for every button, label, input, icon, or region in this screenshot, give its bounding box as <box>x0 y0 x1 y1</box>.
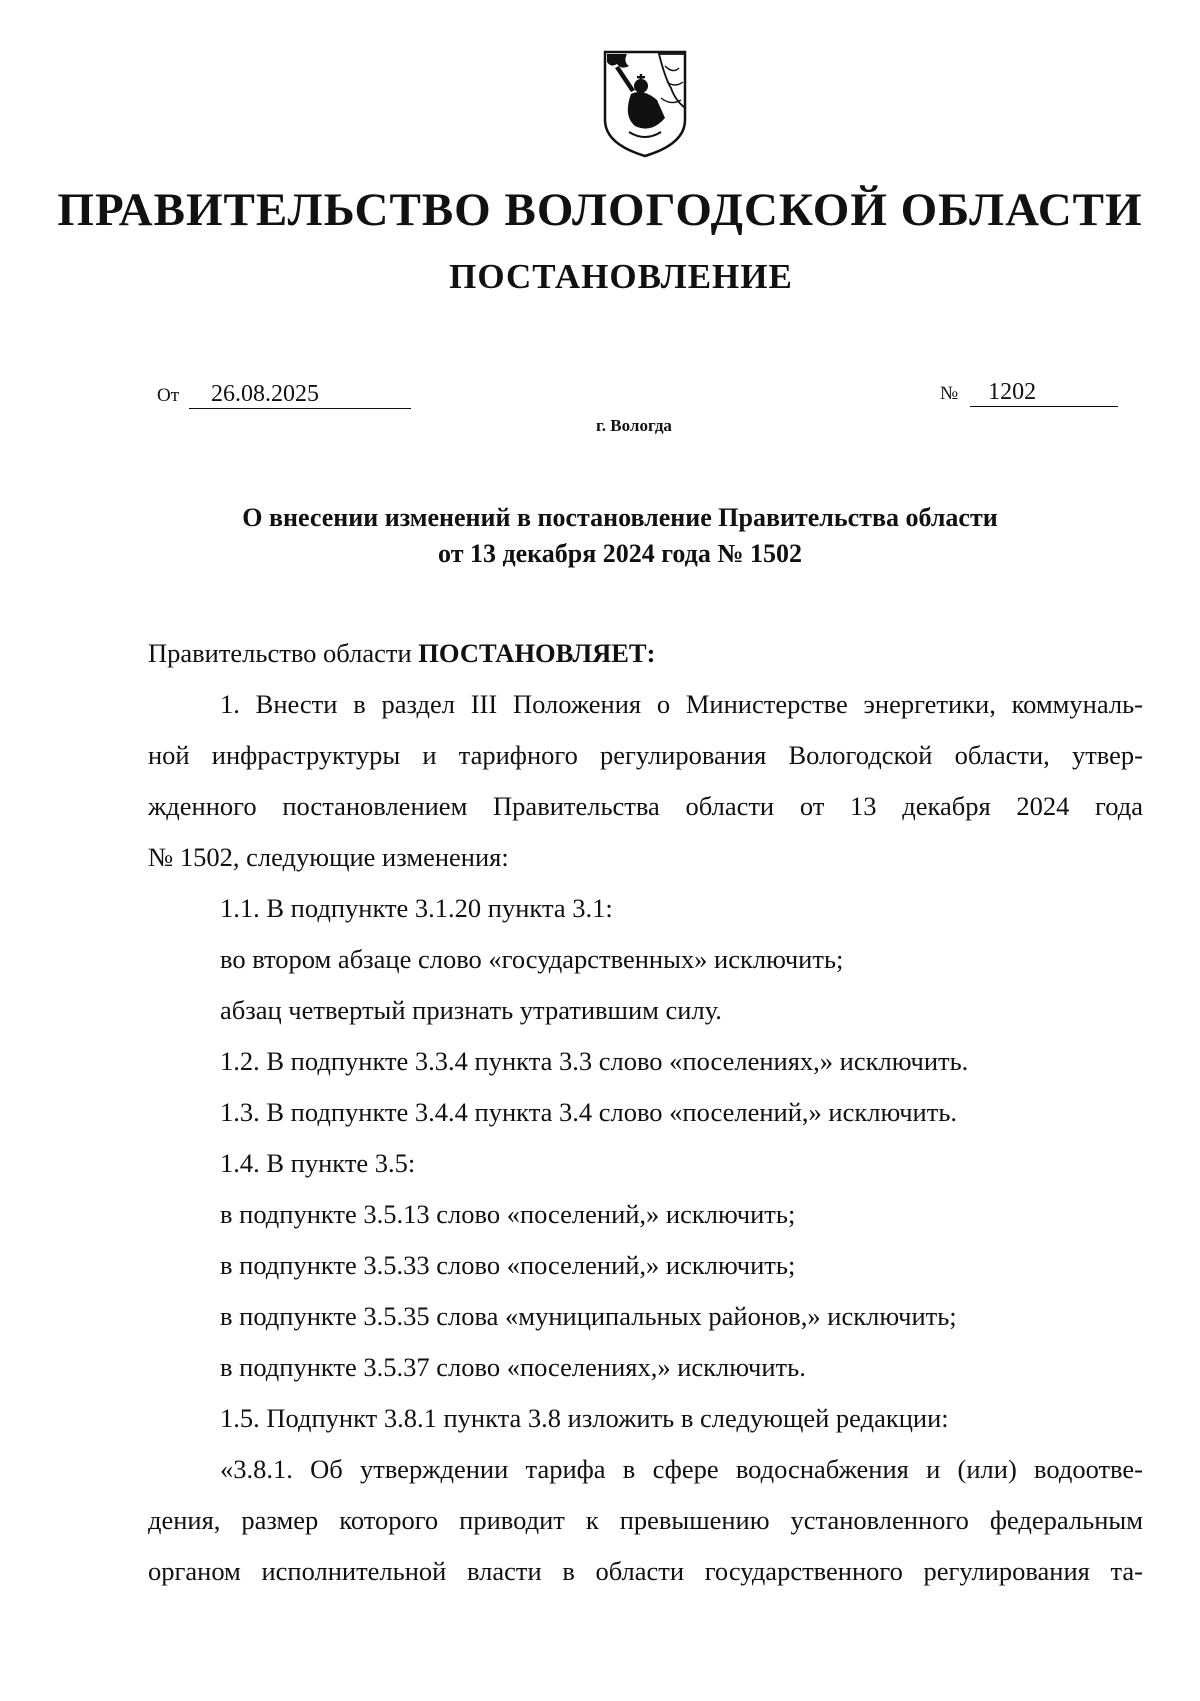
paragraph-line: жденного постановлением Правительства области от 13 декабря 2024 года <box>148 791 1143 821</box>
subject-line: О внесении изменений в постановление Правительства области <box>242 503 998 532</box>
paragraph-line: № 1502, следующие изменения: <box>148 842 509 872</box>
list-item: 1.2. В подпункте 3.3.4 пункта 3.3 слово «поселениях,» исключить. <box>220 1046 969 1076</box>
document-type: ПОСТАНОВЛЕНИЕ <box>449 257 793 296</box>
subject-line: от 13 декабря 2024 года № 1502 <box>438 539 802 568</box>
preamble-decree-word: ПОСТАНОВЛЯЕТ: <box>418 638 656 668</box>
quote-line: «3.8.1. Об утверждении тарифа в сфере водоснабжения и (или) водоотве- <box>220 1454 1143 1484</box>
document-body <box>148 628 1143 1597</box>
list-item: во втором абзаце слово «государственных» исключить; <box>220 944 844 974</box>
number-prefix: № <box>940 383 959 404</box>
preamble <box>148 628 1143 679</box>
list-item: 1.1. В подпункте 3.1.20 пункта 3.1: <box>220 893 613 923</box>
list-item: абзац четвертый признать утратившим силу. <box>220 995 722 1025</box>
government-title: ПРАВИТЕЛЬСТВО ВОЛОГОДСКОЙ ОБЛАСТИ <box>57 184 1143 236</box>
list-item: в подпункте 3.5.37 слово «поселениях,» исключить. <box>220 1352 806 1382</box>
list-item: в подпункте 3.5.33 слово «поселений,» исключить; <box>220 1250 796 1280</box>
quote-line: дения, размер которого приводит к превышению установленного федеральным <box>148 1505 1143 1535</box>
quote-line: органом исполнительной власти в области государственного регулирования та- <box>148 1556 1143 1586</box>
paragraph-line: 1. Внести в раздел III Положения о Министерстве энергетики, коммуналь- <box>220 689 1143 719</box>
list-item: 1.5. Подпункт 3.8.1 пункта 3.8 изложить в следующей редакции: <box>220 1403 949 1433</box>
city-label: г. Вологда <box>596 416 672 435</box>
list-item: в подпункте 3.5.13 слово «поселений,» исключить; <box>220 1199 796 1229</box>
coat-of-arms-emblem <box>601 48 689 160</box>
document-subject <box>0 500 1200 572</box>
number-value: 1202 <box>970 378 1118 407</box>
list-item: 1.3. В подпункте 3.4.4 пункта 3.4 слово «поселений,» исключить. <box>220 1097 958 1127</box>
number-row <box>940 378 1118 407</box>
preamble-text: Правительство области <box>148 638 419 668</box>
paragraph-line: ной инфраструктуры и тарифного регулирования Вологодской области, утвер- <box>148 740 1143 770</box>
list-item: в подпункте 3.5.35 слова «муниципальных районов,» исключить; <box>220 1301 957 1331</box>
date-value: 26.08.2025 <box>189 380 411 409</box>
list-item: 1.4. В пункте 3.5: <box>220 1148 416 1178</box>
date-row <box>157 380 411 409</box>
date-prefix: От <box>157 385 180 406</box>
